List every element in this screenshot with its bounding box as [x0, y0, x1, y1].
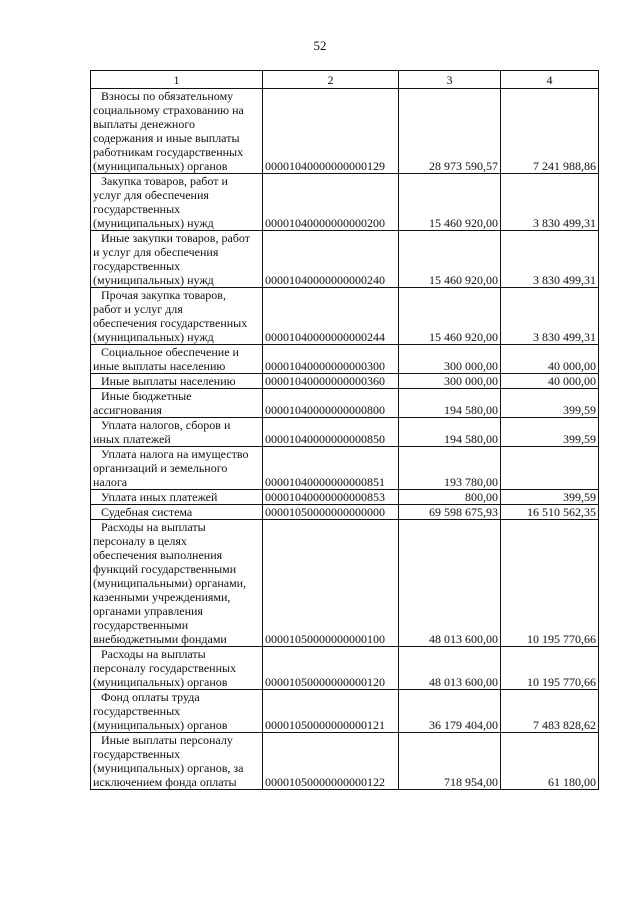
- table-row: [91, 174, 599, 231]
- row-fact-cell: 399,59: [501, 389, 599, 418]
- table-row: [91, 418, 599, 447]
- row-plan-cell: 300 000,00: [399, 374, 501, 389]
- row-code-cell: 00001050000000000120: [263, 647, 399, 690]
- table-row: [91, 490, 599, 505]
- table-row: [91, 288, 599, 345]
- row-fact-cell: 61 180,00: [501, 733, 599, 790]
- row-fact-cell: 40 000,00: [501, 345, 599, 374]
- row-plan-cell: 15 460 920,00: [399, 231, 501, 288]
- row-code-cell: 00001040000000000360: [263, 374, 399, 389]
- table-row: [91, 389, 599, 418]
- table-row: [91, 231, 599, 288]
- table-row: [91, 374, 599, 389]
- row-fact-cell: 399,59: [501, 418, 599, 447]
- row-plan-cell: 300 000,00: [399, 345, 501, 374]
- table-row: [91, 733, 599, 790]
- row-name-cell: Уплата налогов, сборов и иных платежей: [91, 418, 263, 447]
- table-row: [91, 690, 599, 733]
- row-plan-cell: 36 179 404,00: [399, 690, 501, 733]
- row-name-cell: Иные выплаты персоналу государственных (муниципальных) органов, за исключением фонда оплаты: [91, 733, 263, 790]
- row-plan-cell: 69 598 675,93: [399, 505, 501, 520]
- table-row: [91, 505, 599, 520]
- row-name-cell: Иные бюджетные ассигнования: [91, 389, 263, 418]
- row-plan-cell: 800,00: [399, 490, 501, 505]
- row-fact-cell: 3 830 499,31: [501, 231, 599, 288]
- row-fact-cell: 3 830 499,31: [501, 288, 599, 345]
- row-fact-cell: [501, 447, 599, 490]
- row-plan-cell: 194 580,00: [399, 389, 501, 418]
- row-name-cell: Уплата иных платежей: [91, 490, 263, 505]
- row-code-cell: 00001040000000000240: [263, 231, 399, 288]
- column-header: 1: [91, 71, 263, 89]
- row-plan-cell: 48 013 600,00: [399, 647, 501, 690]
- row-plan-cell: 718 954,00: [399, 733, 501, 790]
- row-name-cell: Уплата налога на имущество организаций и земельного налога: [91, 447, 263, 490]
- table-row: [91, 447, 599, 490]
- row-plan-cell: 48 013 600,00: [399, 520, 501, 647]
- budget-table: [90, 70, 599, 790]
- row-plan-cell: 193 780,00: [399, 447, 501, 490]
- row-code-cell: 00001050000000000122: [263, 733, 399, 790]
- row-fact-cell: 7 241 988,86: [501, 89, 599, 174]
- row-fact-cell: 40 000,00: [501, 374, 599, 389]
- row-code-cell: 00001040000000000129: [263, 89, 399, 174]
- row-plan-cell: 15 460 920,00: [399, 174, 501, 231]
- table-row: [91, 89, 599, 174]
- row-name-cell: Судебная система: [91, 505, 263, 520]
- row-plan-cell: 28 973 590,57: [399, 89, 501, 174]
- column-header: 4: [501, 71, 599, 89]
- row-fact-cell: 399,59: [501, 490, 599, 505]
- row-plan-cell: 15 460 920,00: [399, 288, 501, 345]
- row-name-cell: Прочая закупка товаров, работ и услуг для обеспечения государственных (муниципальных) нужд: [91, 288, 263, 345]
- row-code-cell: 00001040000000000300: [263, 345, 399, 374]
- column-header: 2: [263, 71, 399, 89]
- row-fact-cell: 3 830 499,31: [501, 174, 599, 231]
- row-code-cell: 00001050000000000121: [263, 690, 399, 733]
- row-name-cell: Расходы на выплаты персоналу в целях обеспечения выполнения функций государственными (муниципальными) органами, казенными учреждениями, органами управления государственными внебюджетными фондами: [91, 520, 263, 647]
- row-fact-cell: 10 195 770,66: [501, 520, 599, 647]
- row-plan-cell: 194 580,00: [399, 418, 501, 447]
- row-code-cell: 00001040000000000851: [263, 447, 399, 490]
- row-name-cell: Фонд оплаты труда государственных (муниципальных) органов: [91, 690, 263, 733]
- row-name-cell: Социальное обеспечение и иные выплаты населению: [91, 345, 263, 374]
- row-code-cell: 00001040000000000853: [263, 490, 399, 505]
- page-number: 52: [313, 38, 327, 53]
- row-fact-cell: 10 195 770,66: [501, 647, 599, 690]
- row-code-cell: 00001040000000000800: [263, 389, 399, 418]
- table-row: [91, 647, 599, 690]
- row-name-cell: Расходы на выплаты персоналу государственных (муниципальных) органов: [91, 647, 263, 690]
- row-code-cell: 00001040000000000850: [263, 418, 399, 447]
- row-name-cell: Иные выплаты населению: [91, 374, 263, 389]
- row-fact-cell: 16 510 562,35: [501, 505, 599, 520]
- row-code-cell: 00001050000000000100: [263, 520, 399, 647]
- row-code-cell: 00001040000000000200: [263, 174, 399, 231]
- row-code-cell: 00001040000000000244: [263, 288, 399, 345]
- row-name-cell: Иные закупки товаров, работ и услуг для обеспечения государственных (муниципальных) нужд: [91, 231, 263, 288]
- column-header: 3: [399, 71, 501, 89]
- table-row: [91, 520, 599, 647]
- row-name-cell: Взносы по обязательному социальному страхованию на выплаты денежного содержания и иные выплаты работникам государственных (муниципальных) органов: [91, 89, 263, 174]
- row-code-cell: 00001050000000000000: [263, 505, 399, 520]
- row-fact-cell: 7 483 828,62: [501, 690, 599, 733]
- header-row: [91, 71, 599, 89]
- table-row: [91, 345, 599, 374]
- row-name-cell: Закупка товаров, работ и услуг для обеспечения государственных (муниципальных) нужд: [91, 174, 263, 231]
